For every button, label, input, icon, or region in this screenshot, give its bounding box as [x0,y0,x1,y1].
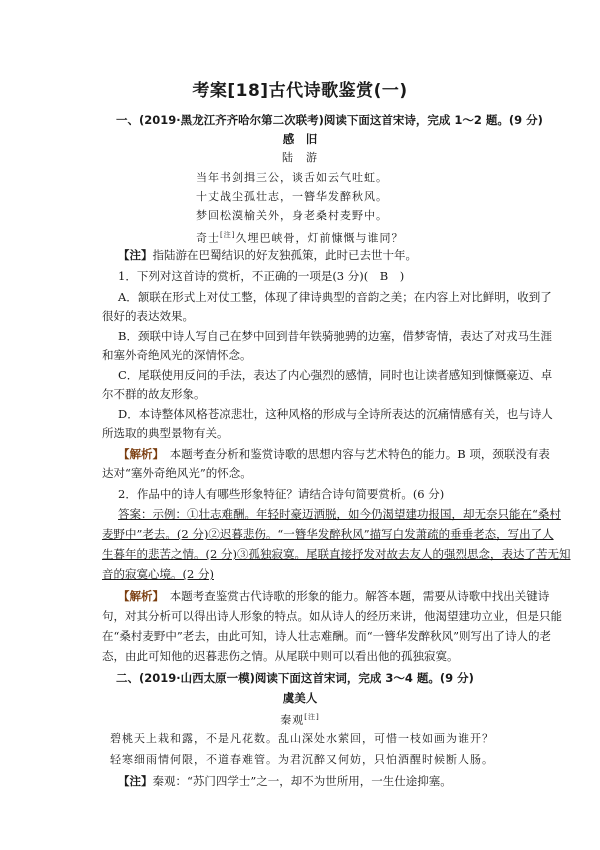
option-b-line-2: 和塞外奇绝风光的深情怀念。 [102,348,252,362]
poem1-line-4-end: 久埋巴峡骨，灯前慷慨与谁同？ [235,231,404,245]
answer-text-1: 示例：①壮志难酬。年轻时豪迈洒脱，如今仍渴望建功报国，却无奈只能在“桑村 [152,507,561,521]
analysis-2-line-3: 在“桑村麦野中”老去，由此可知，诗人壮志难酬。而“一簪华发醉秋风”则写出了诗人的老 [102,629,552,643]
option-c-line-2: 尔不群的故友形象。 [102,387,206,401]
poem1-line-2: 十丈战尘孤壮志，一簪华发醉秋风。 [196,190,388,203]
poem1-line-3: 梦回松漠榆关外，身老桑村麦野中。 [196,209,388,222]
poem2-author [0,709,600,729]
option-a-line-1: A．颔联在形式上对仗工整，体现了律诗典型的音韵之美；在内容上对比鲜明，收到了 [118,290,552,304]
option-a-line-2: 很好的表达效果。 [102,309,194,323]
poem1-author: 陆 游 [282,151,318,164]
poem1-line-4 [196,227,403,247]
analysis-1-text: 本题考查分析和鉴赏诗歌的思想内容与艺术特色的能力。B 项，颈联没有表 [158,447,550,461]
note-text: 指陆游在巴蜀结识的好友独孤策，此时已去世十年。 [152,248,417,262]
note2 [118,773,452,789]
analysis-2-line-2: 句，对其分析可以得出诗人形象的特点。如从诗人的经历来讲，他渴望建功立业，但是只能 [102,609,562,623]
poem1-line-4-start: 奇士 [196,231,220,245]
analysis-1-line-2: 达对“塞外奇绝风光”的怀念。 [102,466,252,480]
option-c-line-1: C．尾联使用反问的手法，表达了内心强烈的感情，同时也让读者感知到慷慨豪迈、卓 [118,368,553,382]
option-d-line-1: D．本诗整体风格苍凉悲壮，这种风格的形成与全诗所表达的沉痛情感有关，也与诗人 [118,407,553,421]
answer-line-1 [118,506,561,522]
answer-line-4: 音的寂寞心境。(2 分) [102,567,214,581]
section1-heading: 一、(2019·黑龙江齐齐哈尔第二次联考)阅读下面这首宋诗，完成 1～2 题。(9 分) [116,113,543,127]
analysis-2-line-4: 态，由此可知他的迟暮悲伤之情。从尾联中则可以看出他的孤独寂寞。 [102,649,459,663]
analysis-1-line-1 [118,446,550,462]
poem2-title: 虞美人 [282,691,318,705]
option-d-line-2: 所选取的典型景物有关。 [102,426,229,440]
question-1: 1．下列对这首诗的赏析，不正确的一项是(3 分)( B ) [118,269,405,283]
poem1-title: 感 旧 [282,132,318,146]
answer-line-3: 生暮年的悲苦之情。(2 分)③孤独寂寞。尾联直接抒发对故去友人的强烈思念，表达了苦无知 [102,547,571,561]
poem2-line-1: 碧桃天上栽和露，不是凡花数。乱山深处水萦回，可惜一枝如画为谁开？ [110,732,494,745]
poem2-line-2: 轻寒细雨情何限，不道春难管。为君沉醉又何妨，只怕酒醒时候断人肠。 [110,753,494,766]
analysis-2-text: 本题考查鉴赏古代诗歌的形象的能力。解答本题，需要从诗歌中找出关键诗 [158,589,550,603]
question-2: 2．作品中的诗人有哪些形象特征？请结合诗句简要赏析。(6 分) [118,487,445,501]
analysis-tag: 【解析】 [118,447,159,461]
note-tag: 【注】 [118,248,153,262]
note-tag: 【注】 [118,774,153,788]
section2-heading: 二、(2019·山西太原一模)阅读下面这首宋词，完成 3～4 题。(9 分) [116,671,474,685]
footnote-marker: [注] [220,231,236,239]
footnote-marker: [注] [304,713,320,721]
analysis-tag: 【解析】 [118,589,159,603]
page-title: 考案[18]古代诗歌鉴赏(一) [192,81,408,101]
option-b-line-1: B．颈联中诗人写自己在梦中回到昔年铁骑驰骋的边塞，借梦寄情，表达了对戎马生涯 [118,329,552,343]
answer-line-2: 麦野中”老去。(2 分)②迟暮悲伤。“一簪华发醉秋风”描写白发萧疏的垂垂老态，写出了人 [102,527,554,541]
poem2-author-name: 秦观 [280,713,305,727]
answer-label: 答案： [118,507,153,521]
note1 [118,247,417,263]
note2-text: 秦观：“苏门四学士”之一，却不为世所用，一生仕途抑塞。 [152,774,452,788]
poem1-line-1: 当年书剑揖三公，谈舌如云气吐虹。 [196,171,388,184]
analysis-2-line-1 [118,588,549,604]
